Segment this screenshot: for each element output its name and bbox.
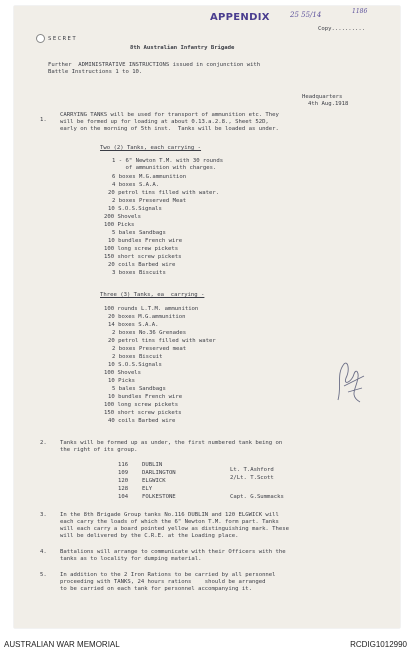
list-item: 10 bundles French wire (108, 238, 183, 244)
para-3-number: 3. (40, 512, 47, 518)
headquarters-label: Headquarters (302, 94, 343, 100)
list-item: 20 petrol tins filled with water. (108, 190, 220, 196)
list-item: of ammunition with charges. (112, 165, 217, 171)
punch-hole (36, 34, 45, 43)
list-item: 5 bales Sandbags (112, 386, 166, 392)
list-item: 2 boxes Biscuit (112, 354, 163, 360)
tank-officer: 2/Lt. T.Scott (230, 475, 274, 481)
para-1-line: will be formed up for loading at about 0.13.a.2.8., Sheet 52D, (60, 119, 269, 125)
tank-officer: Lt. T.Ashford (230, 467, 274, 473)
tank-name: DUBLIN (142, 462, 163, 468)
list-item: 100 long screw pickets (104, 246, 179, 252)
list-item: 200 Shovels (104, 214, 142, 220)
para-2-line: Tanks will be formed up as under, the first numbered tank being on (60, 440, 283, 446)
para-4-number: 4. (40, 549, 47, 555)
list-item: 2 boxes Preserved Meat (112, 198, 187, 204)
para-5-line: proceeding with TANKS, 24 hours rations should be arranged (60, 579, 266, 585)
tank-number: 109 (118, 470, 129, 476)
list-item: 20 petrol tins filled with water (108, 338, 216, 344)
list-item: 100 Shovels (104, 370, 142, 376)
list-item: 150 short screw pickets (104, 410, 182, 416)
footer-institution: AUSTRALIAN WAR MEMORIAL (4, 640, 120, 649)
list-item: 2 boxes No.36 Grenades (112, 330, 187, 336)
tank-number: 120 (118, 478, 129, 484)
list-item: 1 - 6" Newton T.M. with 30 rounds (112, 158, 224, 164)
para-3-line: will each carry a board pointed yellow as distinguishing mark. These (60, 526, 290, 532)
tank-name: DARLINGTON (142, 470, 176, 476)
list-item: 4 boxes S.A.A. (112, 182, 160, 188)
copy-number: Copy.......... (318, 26, 366, 32)
list-item: 10 S.O.S.Signals (108, 206, 162, 212)
para-4-line: Battalions will arrange to communicate with their Officers with the (60, 549, 286, 555)
document-date: 4th Aug.1918 (308, 101, 349, 107)
para-5-line: In addition to the 2 Iron Rations to be carried by all personnel (60, 572, 276, 578)
secret-label: SECRET (48, 36, 78, 42)
list-item: 14 boxes S.A.A. (108, 322, 159, 328)
list-item: 10 bundles French wire (108, 394, 183, 400)
list-item: 6 boxes M.G.ammunition (112, 174, 187, 180)
list-item: 3 boxes Biscuits (112, 270, 166, 276)
list-item: 10 Picks (108, 378, 135, 384)
para-5-line: to be carried on each tank for personnel accompanying it. (60, 586, 252, 592)
appendix-stamp: APPENDIX (210, 12, 270, 23)
tank-number: 128 (118, 486, 129, 492)
para-4-line: tanks as to locality for dumping material. (60, 556, 202, 562)
further-instructions-line-1: Further ADMINISTRATIVE INSTRUCTIONS issued in conjunction with (48, 62, 261, 68)
brigade-title: 8th Australian Infantry Brigade (130, 45, 235, 51)
two-tanks-heading: Two (2) Tanks, each carrying - (100, 145, 202, 151)
tank-name: ELY (142, 486, 153, 492)
para-1-line: CARRYING TANKS will be used for transport of ammunition etc. They (60, 112, 279, 118)
further-instructions-line-2: Battle Instructions 1 to 10. (48, 69, 143, 75)
para-1-line: early on the morning of 5th inst. Tanks will be loaded as under. (60, 126, 279, 132)
list-item: 100 rounds L.T.M. ammunition (104, 306, 199, 312)
para-3-line: In the 8th Brigade Group tanks No.116 DUBLIN and 120 ELGWICK will (60, 512, 279, 518)
list-item: 2 boxes Preserved meat (112, 346, 187, 352)
footer-record-id: RCDIG1012990 (350, 640, 407, 649)
handwritten-reference-2: 1186 (352, 8, 368, 15)
list-item: 5 bales Sandbags (112, 230, 166, 236)
list-item: 150 short screw pickets (104, 254, 182, 260)
tank-name: ELGWICK (142, 478, 166, 484)
para-2-line: the right of its group. (60, 447, 138, 453)
list-item: 100 Picks (104, 222, 135, 228)
list-item: 40 coils Barbed wire (108, 418, 176, 424)
handwritten-reference: 25 55/14 (290, 11, 322, 19)
tank-officer: Capt. G.Summacks (230, 494, 284, 500)
tank-name: FOLKESTONE (142, 494, 176, 500)
para-3-line: each carry the loads of which the 6" Newton T.M. form part. Tanks (60, 519, 279, 525)
list-item: 100 long screw pickets (104, 402, 179, 408)
tank-number: 116 (118, 462, 129, 468)
para-2-number: 2. (40, 440, 47, 446)
para-1-number: 1. (40, 117, 47, 123)
handwritten-signature (330, 356, 370, 408)
tank-number: 104 (118, 494, 129, 500)
list-item: 10 S.O.S.Signals (108, 362, 162, 368)
list-item: 20 boxes M.G.ammunition (108, 314, 186, 320)
three-tanks-heading: Three (3) Tanks, ea carrying - (100, 292, 205, 298)
para-5-number: 5. (40, 572, 47, 578)
para-3-line: will be delivered by the C.R.E. at the Loading place. (60, 533, 239, 539)
list-item: 20 coils Barbed wire (108, 262, 176, 268)
